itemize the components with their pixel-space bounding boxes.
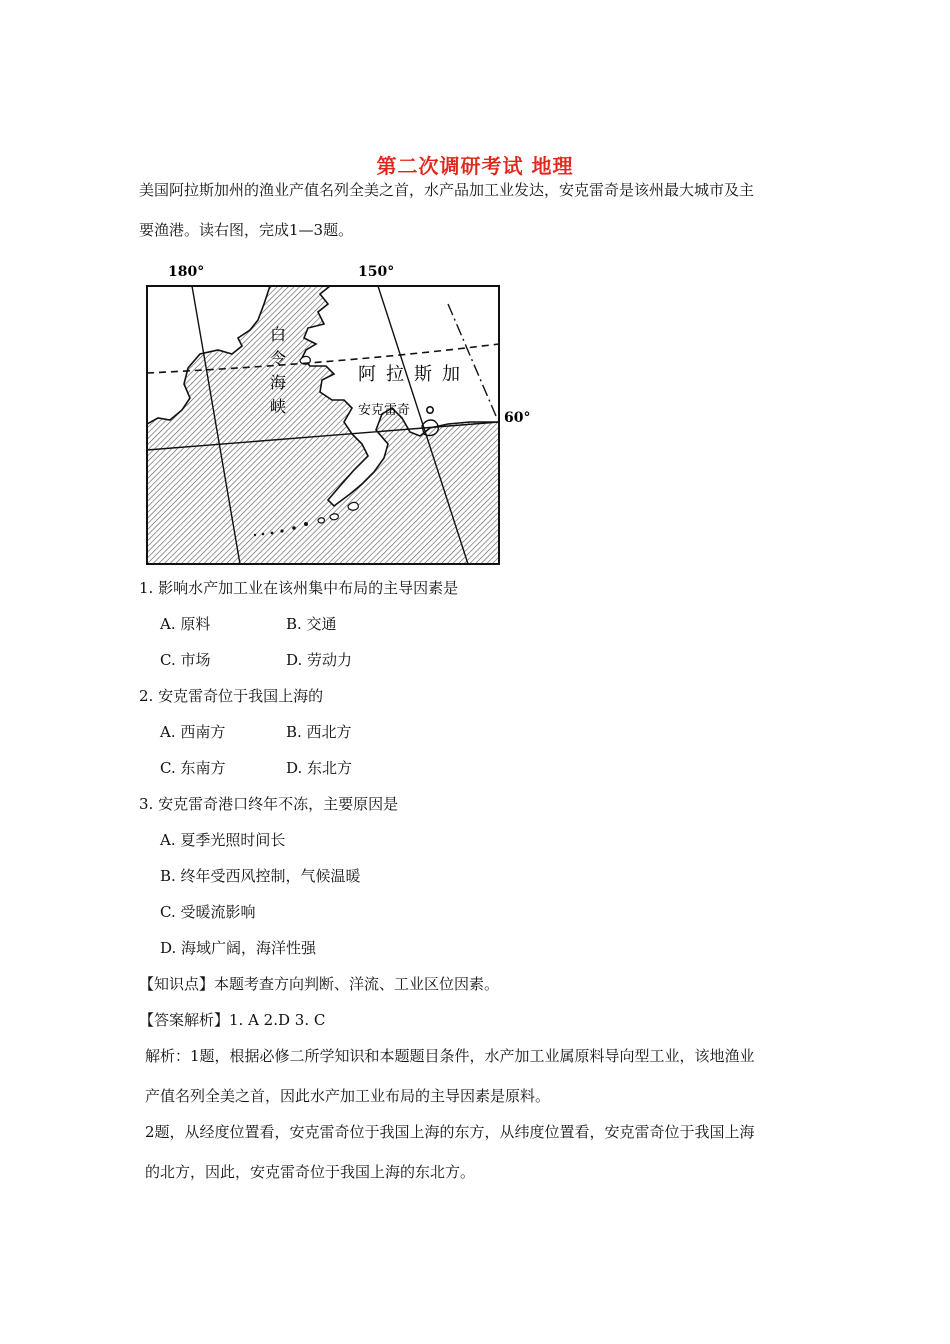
city-label: 安克雷奇: [358, 403, 411, 418]
analysis-line-3: 2题，从经度位置看，安克雷奇位于我国上海的东方，从纬度位置看，安克雷奇位于我国上海: [145, 1123, 755, 1141]
question-2-option-a: A. 西南方: [160, 723, 226, 741]
intro-line-2: 要渔港。读右图，完成1—3题。: [139, 221, 354, 239]
question-1-option-a: A. 原料: [160, 615, 211, 633]
question-1-option-b: B. 交通: [286, 615, 337, 633]
intro-line-1: 美国阿拉斯加州的渔业产值名列全美之首，水产品加工业发达，安克雷奇是该州最大城市及主: [139, 181, 755, 199]
lat-label-60: 60°: [504, 410, 530, 426]
strait-char-1: 白: [270, 325, 287, 344]
question-2-option-c: C. 东南方: [160, 759, 226, 777]
lon-label-180: 180°: [168, 264, 205, 280]
knowledge-point: 【知识点】本题考查方向判断、洋流、工业区位因素。: [139, 975, 500, 993]
strait-char-3: 海: [270, 373, 287, 392]
region-char-4: 加: [442, 364, 460, 385]
question-2-option-b: B. 西北方: [286, 723, 352, 741]
question-1-option-c: C. 市场: [160, 651, 211, 669]
analysis-line-1: 解析：1题，根据必修二所学知识和本题题目条件，水产加工业属原料导向型工业，该地渔业: [145, 1047, 755, 1065]
region-char-2: 拉: [386, 364, 404, 385]
region-char-3: 斯: [414, 364, 432, 385]
question-2-stem: 2. 安克雷奇位于我国上海的: [139, 687, 324, 705]
alaska-map: [130, 258, 530, 570]
document-title: 第二次调研考试 地理: [376, 154, 574, 178]
question-3-stem: 3. 安克雷奇港口终年不冻，主要原因是: [139, 795, 399, 813]
question-3-option-d: D. 海域广阔，海洋性强: [160, 939, 317, 957]
region-char-1: 阿: [358, 364, 376, 385]
question-1-option-d: D. 劳动力: [286, 651, 353, 669]
lon-label-150: 150°: [358, 264, 395, 280]
question-3-option-a: A. 夏季光照时间长: [160, 831, 286, 849]
question-3-option-c: C. 受暖流影响: [160, 903, 256, 921]
strait-char-4: 峡: [270, 397, 287, 416]
answer-key: 【答案解析】1. A 2.D 3. C: [139, 1011, 326, 1029]
analysis-line-4: 的北方，因此，安克雷奇位于我国上海的东北方。: [145, 1163, 476, 1181]
anchorage-marker: [427, 407, 433, 413]
question-3-option-b: B. 终年受西风控制，气候温暖: [160, 867, 361, 885]
strait-char-2: 令: [270, 349, 287, 368]
question-1-stem: 1. 影响水产加工业在该州集中布局的主导因素是: [139, 579, 459, 597]
analysis-line-2: 产值名列全美之首，因此水产加工业布局的主导因素是原料。: [145, 1087, 551, 1105]
question-2-option-d: D. 东北方: [286, 759, 353, 777]
